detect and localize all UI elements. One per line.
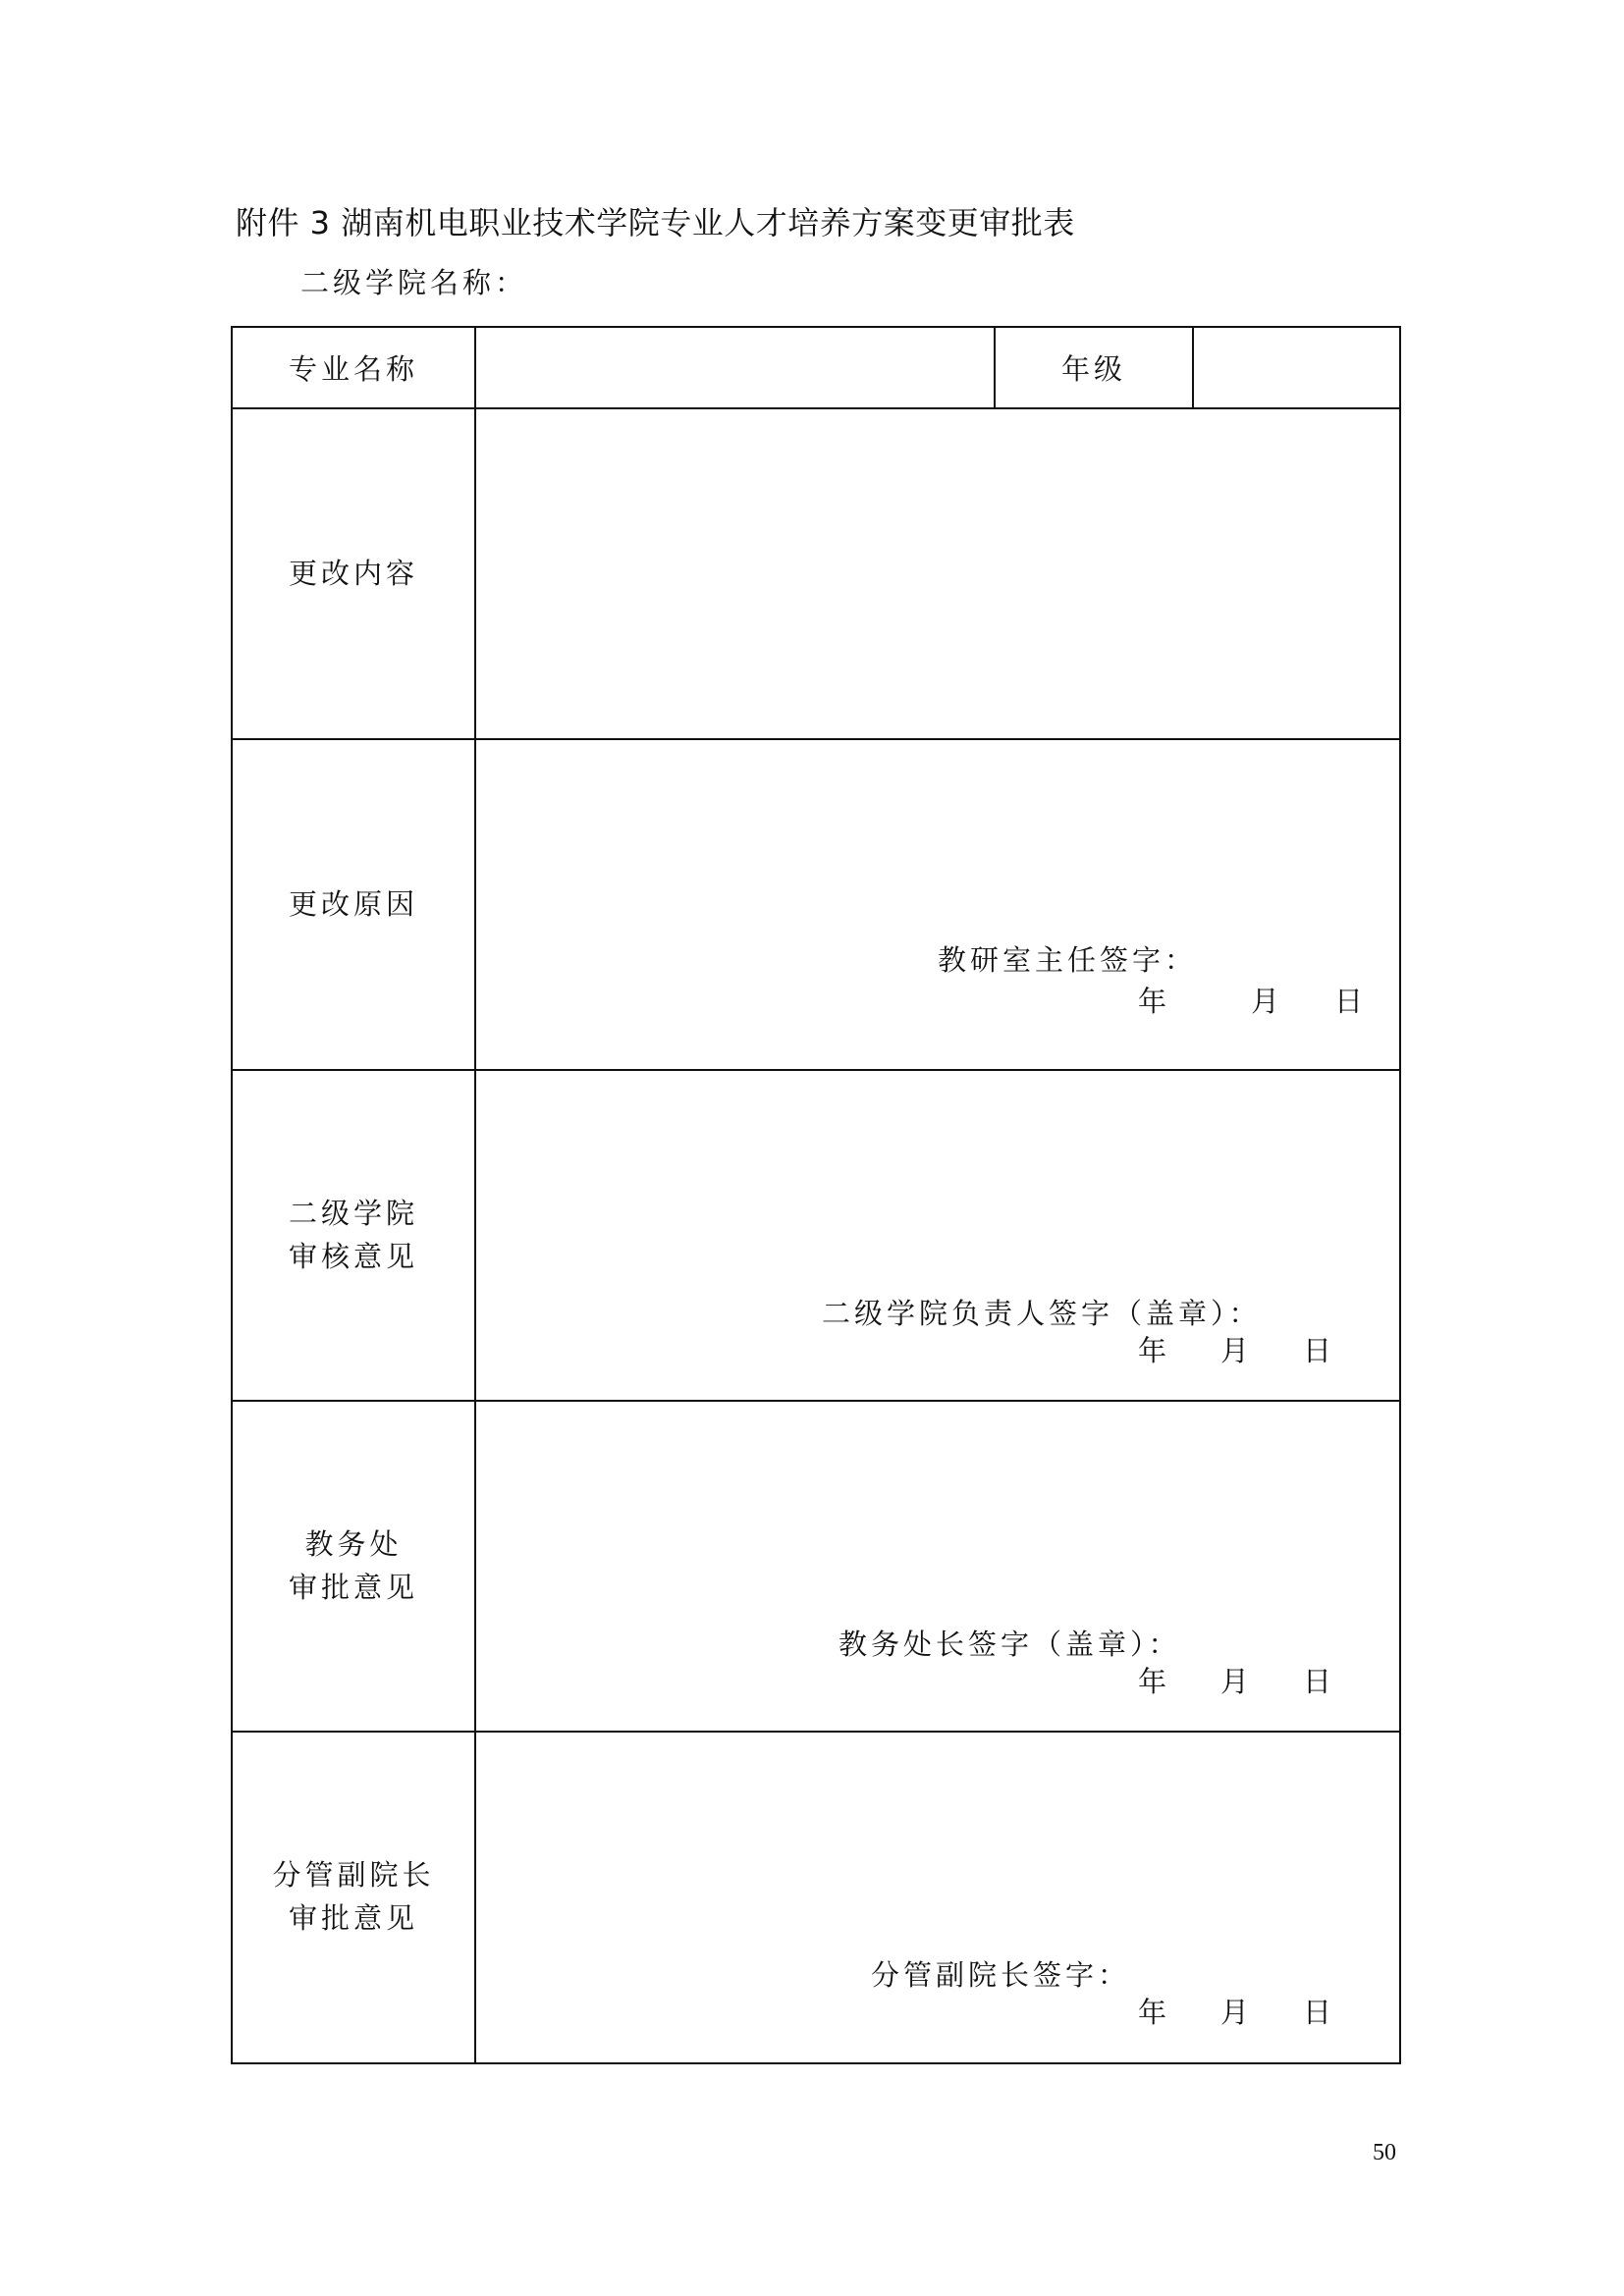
row-divider [233,407,1399,409]
date-month-label: 月 [1251,985,1280,1018]
vice-president-review-label: 分管副院长 审批意见 [272,1858,435,1935]
date-day-label: 日 [1334,985,1364,1018]
date-month-label: 月 [1220,1665,1250,1698]
date-month-label: 月 [1220,1996,1250,2029]
date-year-label: 年 [1138,1996,1167,2029]
approval-form-table [231,326,1401,2064]
academic-affairs-review-label: 教务处 审批意见 [288,1527,418,1604]
change-reason-label: 更改原因 [288,887,418,921]
major-name-field[interactable] [478,332,989,404]
row-divider [233,738,1399,740]
page-number: 50 [1373,2140,1396,2165]
document-title: 附件 3 湖南机电职业技术学院专业人才培养方案变更审批表 [236,204,1075,241]
column-divider [1192,328,1194,407]
row-divider [233,1731,1399,1733]
college-review-label: 二级学院 审核意见 [288,1197,418,1273]
column-divider [474,328,476,2062]
grade-label: 年级 [1060,352,1126,386]
date-year-label: 年 [1138,985,1167,1018]
college-head-signature-label: 二级学院负责人签字（盖章）： [822,1297,1262,1330]
grade-field[interactable] [1196,332,1397,404]
change-content-label: 更改内容 [288,557,418,590]
date-year-label: 年 [1138,1665,1167,1698]
teaching-office-director-signature-label: 教研室主任签字： [938,943,1198,977]
date-year-label: 年 [1138,1334,1167,1367]
vice-president-signature-label: 分管副院长签字： [871,1958,1131,1992]
date-day-label: 日 [1303,1665,1332,1698]
change-content-field[interactable] [478,412,1397,734]
row-divider [233,1069,1399,1071]
row-divider [233,1400,1399,1402]
date-month-label: 月 [1220,1334,1250,1367]
major-name-label: 专业名称 [288,352,418,386]
date-day-label: 日 [1303,1334,1332,1367]
date-day-label: 日 [1303,1996,1332,2029]
academic-affairs-director-signature-label: 教务处长签字（盖章）： [839,1628,1181,1661]
college-name-label: 二级学院名称： [300,266,528,299]
